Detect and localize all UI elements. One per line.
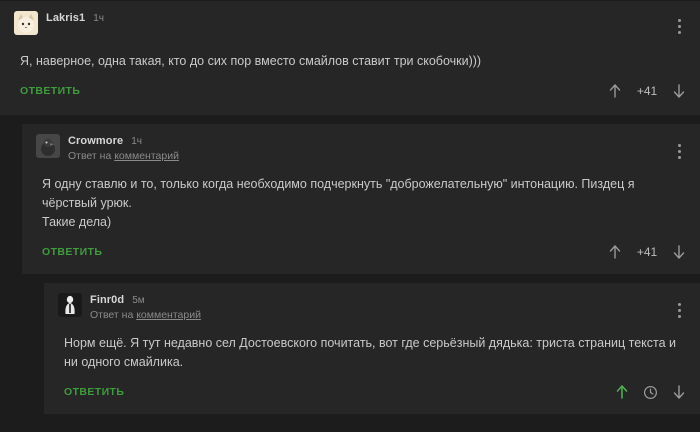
avatar[interactable] [14,11,38,35]
comment-header [0,1,700,41]
rating-control [608,244,686,260]
avatar[interactable] [58,293,82,317]
comment-footer [0,71,700,113]
thread-divider [0,115,700,123]
comment-header [22,124,700,164]
comment-body [22,164,700,232]
kebab-menu-icon[interactable] [672,301,686,319]
comment-header [44,283,700,323]
kebab-menu-icon[interactable] [672,17,686,35]
comment-thread-item [44,282,700,414]
comment-name-row [46,12,104,24]
arrow-up-icon[interactable] [615,384,629,400]
comment-username[interactable]: Crowmore [68,135,124,147]
comment-paragraph: Я, наверное, одна такая, кто до сих пор вместо смайлов ставит три скобочки))) [20,54,482,68]
arrow-up-icon[interactable] [608,83,622,99]
reply-button[interactable]: ОТВЕТИТЬ [42,246,103,258]
comment-body [44,323,700,372]
cat-avatar-icon [14,11,38,35]
figure-avatar-icon [58,293,82,317]
reply-to-link[interactable]: комментарий [114,150,179,162]
rating-control [615,384,686,400]
arrow-down-icon[interactable] [672,83,686,99]
comment-meta [68,134,179,162]
reply-to-link[interactable]: комментарий [136,309,201,321]
comment-footer [22,232,700,274]
reply-to-prefix: Ответ на [90,309,134,321]
clock-icon[interactable] [643,385,658,400]
comment-paragraph: Норм ещё. Я тут недавно сел Достоевского почитать, вот где серьёзный дядька: триста страниц текста и ни одного смайлика. [64,336,676,369]
bird-avatar-icon [36,134,60,158]
comment-name-row [90,294,201,306]
comment-meta [46,11,104,24]
comment-meta [90,293,201,321]
comment-time: 5м [132,295,145,306]
comment-paragraph: Такие дела) [42,215,112,229]
comment-name-row [68,135,179,147]
rating-control [608,83,686,99]
comment-score: +41 [636,84,658,98]
reply-to-prefix: Ответ на [68,150,112,162]
comment-reply-reference [68,150,179,162]
reply-button[interactable]: ОТВЕТИТЬ [20,85,81,97]
comment-time: 1ч [131,136,142,147]
comment-footer [44,372,700,414]
avatar[interactable] [36,134,60,158]
arrow-down-icon[interactable] [672,244,686,260]
kebab-menu-icon[interactable] [672,142,686,160]
comment-thread-item [0,0,700,115]
comment-username[interactable]: Finr0d [90,294,125,306]
comment-time: 1ч [93,13,105,24]
reply-button[interactable]: ОТВЕТИТЬ [64,386,125,398]
thread-divider [0,274,700,282]
arrow-up-icon[interactable] [608,244,622,260]
comment-score: +41 [636,245,658,259]
comment-body [0,41,700,71]
arrow-down-icon[interactable] [672,384,686,400]
comment-reply-reference [90,309,201,321]
comment-username[interactable]: Lakris1 [46,12,86,24]
comment-paragraph: Я одну ставлю и то, только когда необходимо подчеркнуть "доброжелательную" интонацию. Пиздец я чёрствый урюк. [42,177,635,210]
comment-thread-item [22,123,700,274]
